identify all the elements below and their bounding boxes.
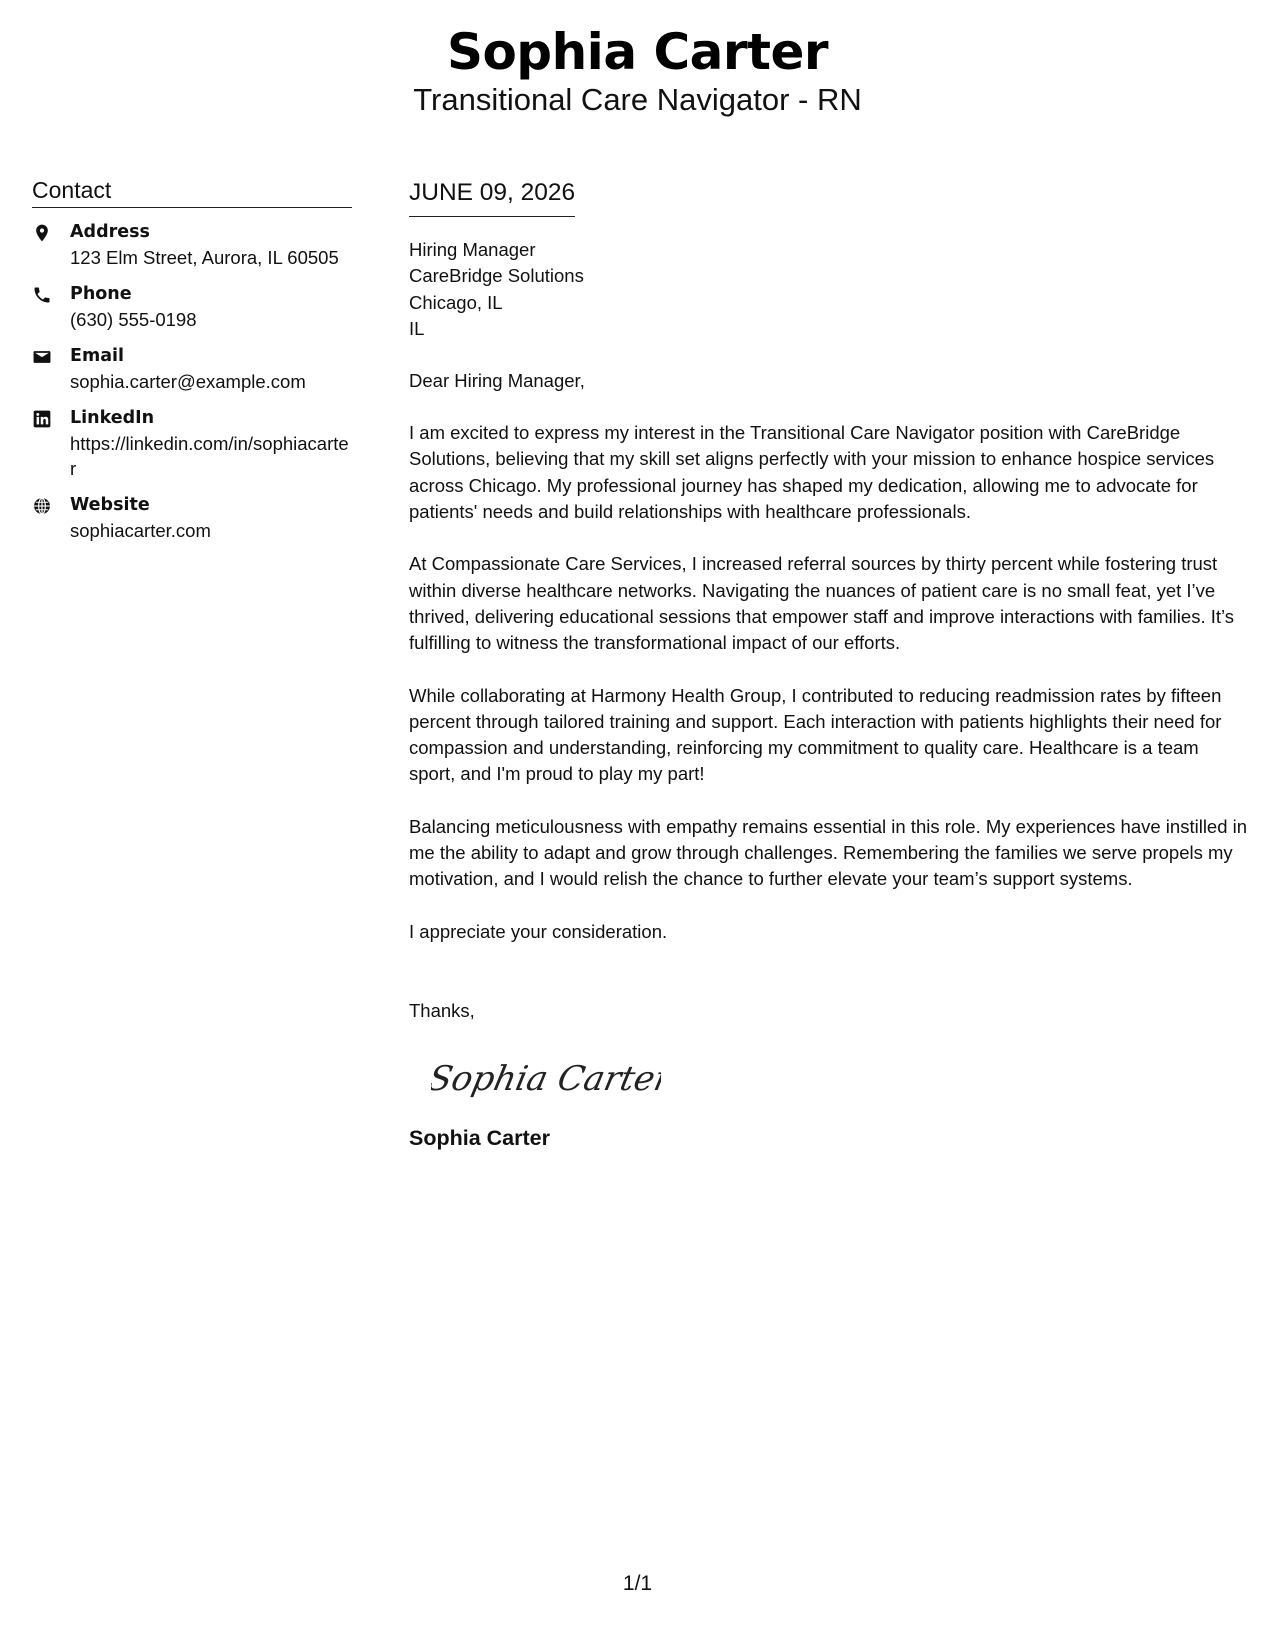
contact-sidebar (32, 176, 352, 543)
handwritten-signature (431, 1050, 1249, 1106)
recipient-line: CareBridge Solutions (409, 265, 584, 287)
contact-heading: Contact (32, 176, 352, 208)
recipient-line: Chicago, IL (409, 291, 503, 313)
body-paragraph: Balancing meticulousness with empathy remains essential in this role. My experiences have instilled in me the ability to adapt and grow through challenges. Remembering the families we serve propels my motivation, and I would relish the chance to further elevate your team’s support systems. (409, 815, 1248, 890)
letter-header (0, 22, 1275, 118)
email-label: Email (70, 346, 124, 366)
website-label: Website (70, 495, 150, 515)
signer-name: Sophia Carter (409, 1125, 550, 1150)
address-label: Address (70, 222, 150, 242)
letter-body (409, 178, 1249, 1152)
contact-phone (32, 282, 352, 332)
closing-line: I appreciate your consideration. (409, 920, 668, 942)
phone-icon (32, 282, 70, 332)
linkedin-label: LinkedIn (70, 408, 155, 428)
envelope-icon (32, 344, 70, 394)
signoff: Thanks, (409, 999, 475, 1021)
contact-linkedin (32, 406, 352, 481)
contact-address (32, 220, 352, 270)
phone-label: Phone (70, 284, 132, 304)
body-paragraph: While collaborating at Harmony Health Group, I contributed to reducing readmission rates by fifteen percent through tailored training and support. Each interaction with patients highlights their need for compassion and understanding, reinforcing my commitment to quality care. Healthcare is a team sport, and I'm proud to play my part! (409, 684, 1222, 785)
job-title: Transitional Care Navigator - RN (413, 82, 862, 117)
recipient-line: IL (409, 317, 425, 339)
salutation: Dear Hiring Manager, (409, 370, 585, 392)
recipient-line: Hiring Manager (409, 239, 536, 260)
globe-icon (32, 493, 70, 543)
contact-email (32, 344, 352, 394)
svg-text:Sophia Carter: Sophia Carter (431, 1058, 661, 1099)
body-paragraph: At Compassionate Care Services, I increased referral sources by thirty percent while fostering trust within diverse healthcare networks. Navigating the nuances of patient care is no small feat, yet I’ve thrived, delivering educational sessions that empower staff and improve interactions with families. It’s fulfilling to witness the transformational impact of our efforts. (409, 553, 1235, 654)
body-paragraph: I am excited to express my interest in the Transitional Care Navigator position with CareBridge Solutions, believing that my skill set aligns perfectly with your mission to enhance hospice services across Chicago. My professional journey has shaped my dedication, allowing me to advocate for patients' needs and build relationships with healthcare professionals. (409, 422, 1215, 523)
recipient-block (409, 237, 1249, 342)
location-pin-icon (32, 220, 70, 270)
linkedin-icon (32, 406, 70, 481)
website-value: sophiacarter.com (70, 520, 211, 541)
contact-website (32, 493, 352, 543)
linkedin-value: https://linkedin.com/in/sophiacarter (70, 433, 349, 479)
page-number: 1/1 (622, 1572, 653, 1595)
email-value: sophia.carter@example.com (70, 371, 306, 392)
phone-value: (630) 555-0198 (70, 309, 197, 330)
letter-date: JUNE 09, 2026 (409, 178, 575, 217)
applicant-name: Sophia Carter (446, 23, 829, 81)
address-value: 123 Elm Street, Aurora, IL 60505 (70, 247, 339, 268)
